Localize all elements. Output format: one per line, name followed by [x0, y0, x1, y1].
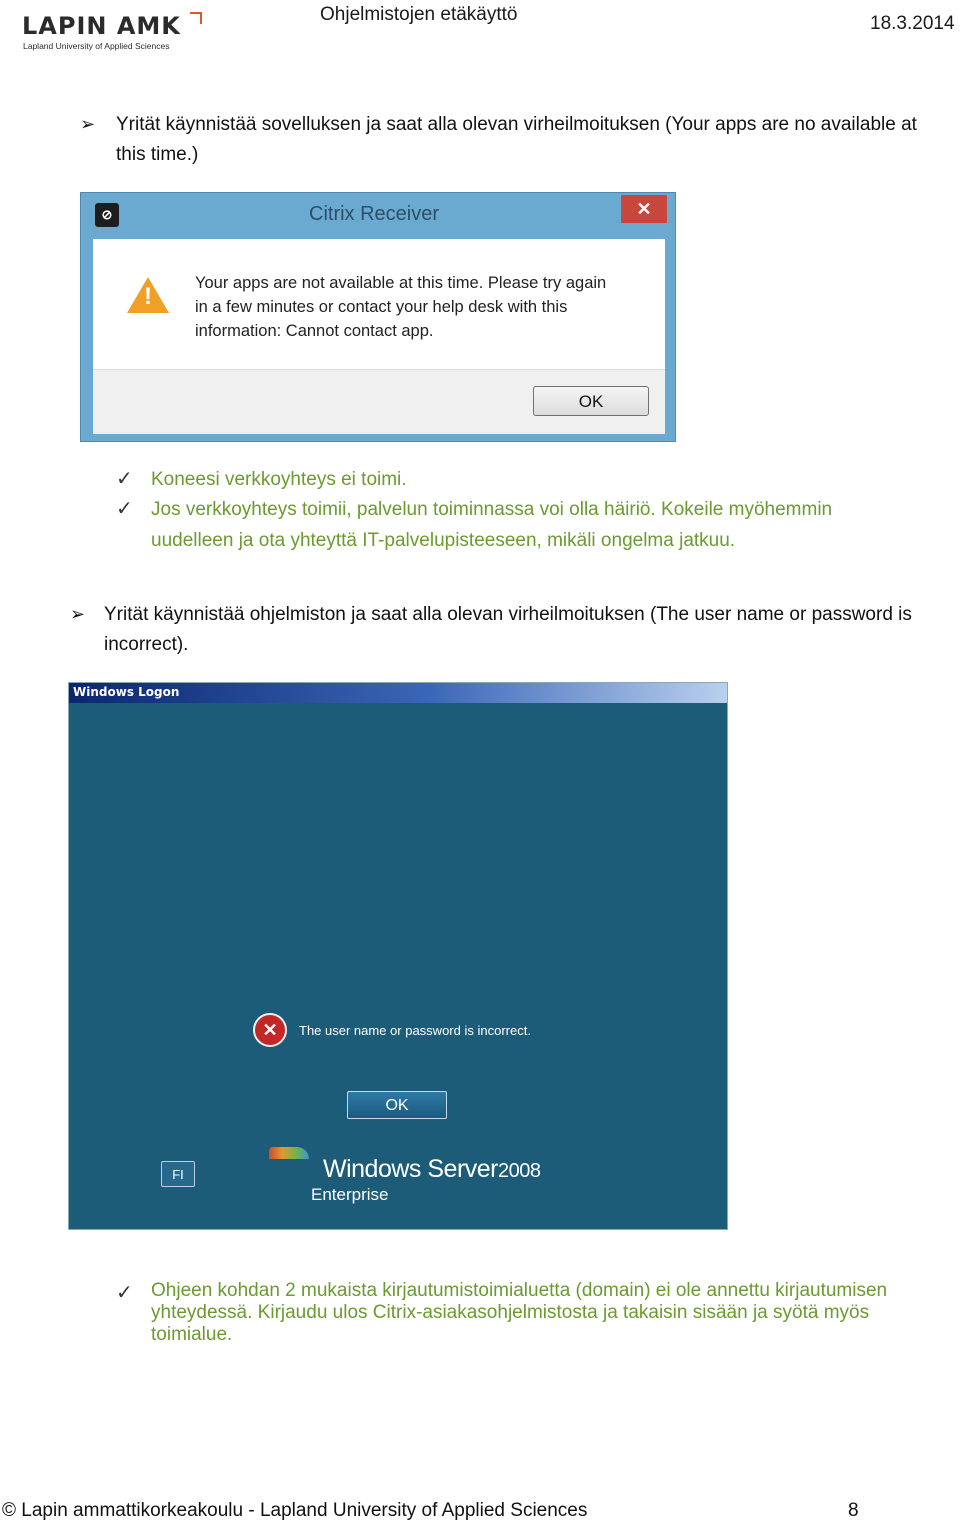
logon-title: Windows Logon — [73, 685, 180, 699]
dialog-message-line1: Your apps are not available at this time. Please try again — [195, 274, 607, 292]
check-icon: ✓ — [116, 468, 133, 490]
document-title: Ohjelmistojen etäkäyttö — [320, 4, 518, 25]
check-item-2-line2: uudelleen ja ota yhteyttä IT-palvelupisteeseen, mikäli ongelma jatkuu. — [151, 530, 736, 551]
dialog-title: Citrix Receiver — [309, 203, 440, 225]
footer-copyright: © Lapin ammattikorkeakoulu - Lapland University of Applied Sciences — [2, 1500, 588, 1521]
ok-button[interactable]: OK — [347, 1091, 447, 1119]
bullet-text-2-line1: Yrität käynnistää ohjelmiston ja saat alla olevan virheilmoituksen (The user name or password is — [104, 604, 912, 625]
page-number: 8 — [848, 1500, 859, 1521]
lapin-amk-logo — [22, 6, 192, 52]
citrix-app-icon: ⊘ — [95, 203, 119, 227]
logon-titlebar — [69, 683, 727, 703]
warning-icon-mark: ! — [144, 283, 152, 310]
error-icon: ✕ — [253, 1013, 287, 1047]
windows-logon-dialog — [68, 682, 728, 1230]
language-button[interactable]: FI — [161, 1161, 195, 1187]
windows-flag-icon — [269, 1147, 309, 1159]
dialog-message — [195, 271, 645, 343]
check-item-3-line3: toimialue. — [151, 1324, 233, 1345]
dialog-message-line2: in a few minutes or contact your help desk with this — [195, 298, 568, 316]
ok-button[interactable]: OK — [533, 386, 649, 416]
bullet-text-1-line2: this time.) — [116, 144, 199, 165]
check-item-3-line2: yhteydessä. Kirjaudu ulos Citrix-asiakasohjelmistosta ja takaisin sisään ja syötä myös — [151, 1302, 870, 1323]
arrow-bullet-icon: ➢ — [80, 114, 96, 134]
bullet-text-1-line1: Yrität käynnistää sovelluksen ja saat alla olevan virheilmoituksen (Your apps are no available at — [116, 114, 917, 135]
arrow-bullet-icon: ➢ — [70, 604, 86, 624]
close-icon[interactable]: ✕ — [621, 195, 667, 223]
document-date: 18.3.2014 — [870, 13, 955, 34]
check-icon: ✓ — [116, 498, 133, 520]
error-message: The user name or password is incorrect. — [299, 1023, 531, 1038]
check-item-3-line1: Ohjeen kohdan 2 mukaista kirjautumistoimialuetta (domain) ei ole annettu kirjautumisen — [151, 1280, 888, 1301]
check-item-1: Koneesi verkkoyhteys ei toimi. — [151, 469, 407, 490]
logo-corner-mark — [190, 12, 202, 24]
windows-server-logo — [323, 1155, 541, 1184]
product-name: Windows Server — [323, 1155, 498, 1183]
bullet-text-2-line2: incorrect). — [104, 634, 189, 655]
check-item-2-line1: Jos verkkoyhteys toimii, palvelun toiminnassa voi olla häiriö. Kokeile myöhemmin — [151, 499, 833, 520]
product-edition: Enterprise — [311, 1185, 389, 1204]
logo-subtitle: Lapland University of Applied Sciences — [23, 41, 170, 51]
dialog-message-line3: information: Cannot contact app. — [195, 322, 434, 340]
logo-brand-text: LAPIN AMK — [22, 12, 181, 40]
citrix-receiver-dialog — [80, 192, 676, 442]
product-version: 2008 — [498, 1160, 541, 1182]
check-icon: ✓ — [116, 1282, 133, 1304]
